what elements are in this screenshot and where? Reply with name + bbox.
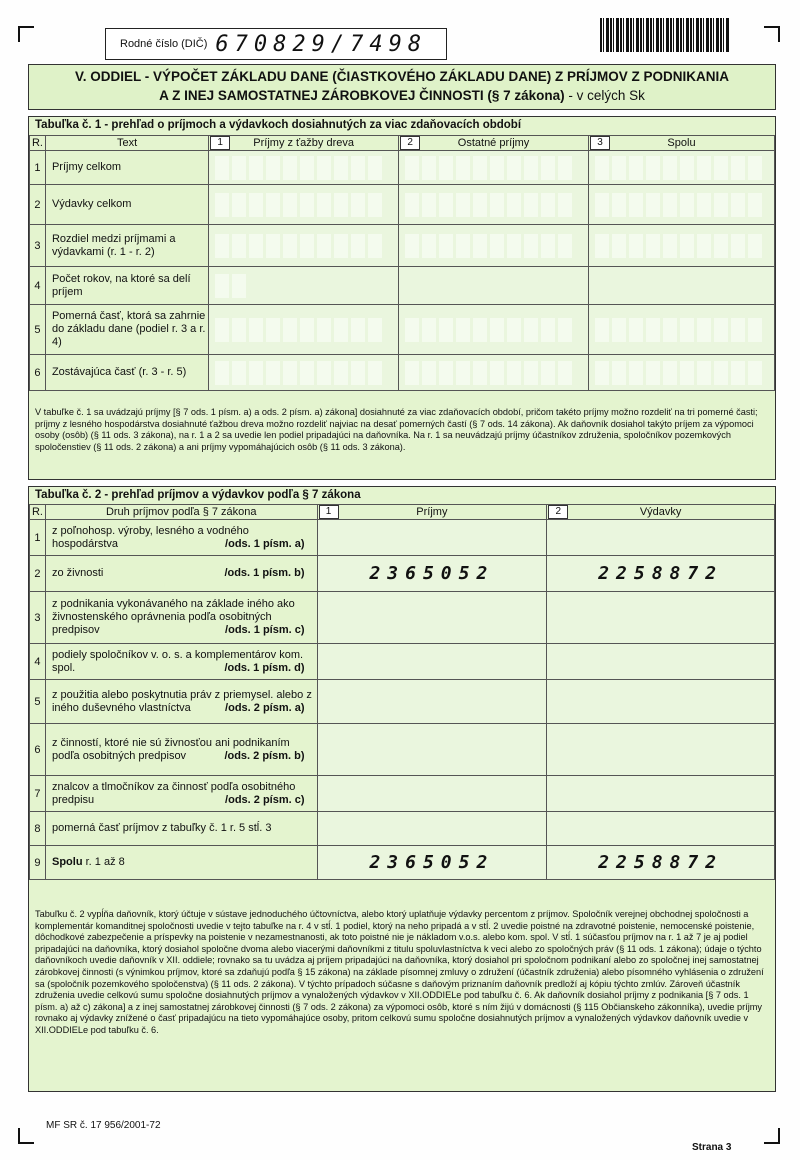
table1-col-2: 2 Ostatné príjmy [399,136,589,151]
input-cell-col1[interactable] [209,185,399,225]
table2-row [30,846,775,880]
section-title-line1: V. ODDIEL - VÝPOČET ZÁKLADU DANE (ČIASTKOVÉHO ZÁKLADU DANE) Z PRÍJMOV Z PODNIKANIA [74,69,730,84]
vydavky-cell[interactable] [547,776,775,812]
input-cell-col1[interactable] [209,305,399,355]
vydavky-cell[interactable]: 2258872 [547,846,775,880]
table1 [29,135,775,391]
table2-col-r: R. [30,505,46,520]
row-text: pomerná časť príjmov z tabuľky č. 1 r. 5 stĺ. 3 [45,812,317,846]
input-cell-col2[interactable] [399,305,589,355]
table2-title: Tabuľka č. 2 - prehľad príjmov a výdavkov podľa § 7 zákona [35,489,361,501]
table1-panel [28,116,776,480]
row-number: 1 [30,520,46,556]
row-text: z poľnohosp. výroby, lesného a vodného hospodárstva /ods. 1 písm. a) [45,520,317,556]
row-text: Rozdiel medzi príjmami a výdavkami (r. 1 - r. 2) [45,225,208,267]
row-number: 5 [30,680,46,724]
input-cell-col3[interactable] [589,355,775,391]
prijmy-cell[interactable] [317,776,547,812]
table2-row [30,644,775,680]
barcode [600,18,730,52]
table1-row [30,355,775,391]
prijmy-cell[interactable] [317,724,547,776]
input-cell-col3[interactable] [589,267,775,305]
row-number: 2 [30,556,46,592]
row-text: z podnikania vykonávaného na základe iného ako živnostenského oprávnenia podľa osobitných predpisov /ods. 1 písm. c) [45,592,317,644]
table1-row [30,151,775,185]
row-ref: /ods. 2 písm. a) [225,701,305,714]
table1-col-3: 3 Spolu [589,136,775,151]
table2-col-2: 2 Výdavky [547,505,775,520]
table2-note: Tabuľku č. 2 vypĺňa daňovník, ktorý účtuje v sústave jednoduchého účtovníctva, alebo ktorý uplatňuje výdavky percentom z príjmov. Spoločník verejnej obchodnej spoločnosti a komplementár komanditnej spoločnosti uvedie v tejto tabuľke na r. 4 v stĺ. 1 podiel, ktorý na neho pripadá a v stĺ. 2 uvedie poistné na zdravotné poistenie, nemocenské poistenie, dôchodkové zabezpečenie a príspevky na poistenie v nezamestnanosti, ak toto poistné nie je nákladom v.o.s. alebo kom. spol. V stĺ. 1 súčasťou príjmov na r. 1 až 7 je aj podiel pripadajúci na daňovníka, ktorý dosiahol spoločne dvoma alebo viacerými daňovníkmi z titulu spoluvlastníctva k veci alebo zo spoločných práv (§ 11 ods. 1 zákona); údaje o týchto daňovníkoch uvedie daňovník v XII. oddiele; rovnako sa tu uvádza aj príjem pripadajúci na daňovníka, ktorý dosiahol pri spoločnom podnikaní alebo zo spoločnej inej samostatnej zárobkovej činnosti (s výnimkou príjmov, ktoré sa zdaňujú podľa § 15 zákona) na základe písomnej zmluvy o združení (účastník združenia) alebo písomného vyhlásenia o združení sa (spoločník pozemkového spoločenstva) (§ 11 ods. 2 zákona). V týchto prípadoch súčasne s daňovým priznaním daňovník predloží aj kópiu týchto zmlúv. Zároveň účastník združenia uvedie celkovú sumu spoločne dosiahnutých príjmov a vynaložených výdavkov v XII.ODDIELe pod tabuľku č. 6. Ak daňovník dosiahol príjmy z podnikania [§ 7 ods. 1 písm. a) až c) zákona] a z inej samostatnej zárobkovej činnosti (§ 7 ods. 2 zákona) za výpomoci osôb, ktoré s ním žijú v domácnosti (§ 115 Občianskeho zákonníka), uvedie príjmy rovnako aj výdavky znížené o časť pripadajúcu na tieto vypomáhajúce osoby, pritom celkovú sumu spoločne dosiahnutých príjmov a vynaložených výdavkov daňovník uvedie v XII.ODDIELe pod tabuľku č. 6. [35,909,764,1035]
row-text: Zostávajúca časť (r. 3 - r. 5) [45,355,208,391]
table1-row [30,225,775,267]
row-ref: /ods. 1 písm. d) [224,661,305,674]
row-number: 7 [30,776,46,812]
table1-note: V tabuľke č. 1 sa uvádzajú príjmy [§ 7 ods. 1 písm. a) a ods. 2 písm. a) zákona] dosiahnuté za viac zdaňovacích období, pričom takéto príjmy možno rozdeliť na tri pomerné časti; príjmy z lesného hospodárstva dosiahnuté ťažbou dreva možno rozdeliť najviac na desať pomerných častí (§ 7 ods. 14 zákona). Ak daňovník dosiahol takýto príjem za výpomoci osoby (osôb) (§ 11 ods. 3 zákona), na r. 1 a 2 sa uvedie len podiel pripadajúci na daňovníka. Na r. 1 sa neuvádzajú príjmy účastníkov združenia, spoločníkov pozemkových spoločenstiev (§ 11 ods. 2 zákona) a ani príjmy vypomáhajúcich osôb (§ 11 ods. 3 zákona). [35,407,758,452]
corner-mark-bottom-right [764,1128,780,1144]
row-ref: /ods. 2 písm. c) [225,793,305,806]
table2-row [30,680,775,724]
table1-col-text: Text [45,136,208,151]
row-text: z činností, ktoré nie sú živnosťou ani podnikaním podľa osobitných predpisov /ods. 2 písm. b) [45,724,317,776]
input-cell-col3[interactable] [589,185,775,225]
corner-mark-bottom-left [18,1128,34,1144]
prijmy-cell[interactable]: 2365052 [317,556,547,592]
row-number: 4 [30,267,46,305]
input-cell-col1[interactable] [209,225,399,267]
row-text: Pomerná časť, ktorá sa zahrnie do základu dane (podiel r. 3 a r. 4) [45,305,208,355]
row-text: Výdavky celkom [45,185,208,225]
row-number: 3 [30,592,46,644]
row-number: 6 [30,355,46,391]
table1-row [30,267,775,305]
row-number: 6 [30,724,46,776]
table1-title: Tabuľka č. 1 - prehľad o príjmoch a výdavkoch dosiahnutých za viac zdaňovacích období [35,119,522,131]
prijmy-cell[interactable]: 2365052 [317,846,547,880]
input-cell-col1[interactable] [209,355,399,391]
row-text: podiely spoločníkov v. o. s. a komplementárov kom. spol. /ods. 1 písm. d) [45,644,317,680]
prijmy-cell[interactable] [317,812,547,846]
row-text: zo živnosti /ods. 1 písm. b) [45,556,317,592]
row-text: znalcov a tlmočníkov za činnosť podľa osobitného predpisu /ods. 2 písm. c) [45,776,317,812]
page-number: Strana 3 [692,1142,732,1153]
row-number: 1 [30,151,46,185]
row-number: 5 [30,305,46,355]
input-cell-col3[interactable] [589,151,775,185]
row-ref: /ods. 1 písm. c) [225,624,305,636]
prijmy-cell[interactable] [317,644,547,680]
row-number: 9 [30,846,46,880]
prijmy-cell[interactable] [317,592,547,644]
table2-panel [28,486,776,1092]
table1-row [30,305,775,355]
row-text: Počet rokov, na ktoré sa delí príjem [45,267,208,305]
section-title [28,64,776,110]
table1-col-r: R. [30,136,46,151]
vydavky-cell[interactable] [547,724,775,776]
corner-mark-top-right [764,26,780,42]
dic-label: Rodné číslo (DIČ) [120,38,208,50]
row-number: 8 [30,812,46,846]
prijmy-cell[interactable] [317,520,547,556]
row-ref: /ods. 2 písm. b) [224,749,305,762]
table2-col-1: 1 Príjmy [317,505,547,520]
row-number: 3 [30,225,46,267]
row-ref: /ods. 1 písm. a) [225,537,305,550]
row-number: 4 [30,644,46,680]
vydavky-cell[interactable] [547,680,775,724]
vydavky-cell[interactable] [547,812,775,846]
table2 [29,504,775,880]
section-title-line2: A Z INEJ SAMOSTATNEJ ZÁROBKOVEJ ČINNOSTI (§ 7 zákona) - v celých Sk [159,88,645,103]
dic-value[interactable]: 670829/7498 [215,31,428,57]
table2-row [30,556,775,592]
corner-mark-top-left [18,26,34,42]
input-cell-col2[interactable] [399,267,589,305]
vydavky-cell[interactable] [547,520,775,556]
vydavky-cell[interactable]: 2258872 [547,556,775,592]
input-cell-col2[interactable] [399,225,589,267]
table2-row [30,520,775,556]
vydavky-cell[interactable] [547,644,775,680]
row-text: Spolu r. 1 až 8 [45,846,317,880]
input-cell-col3[interactable] [589,305,775,355]
form-id: MF SR č. 17 956/2001-72 [46,1120,161,1131]
table2-row [30,592,775,644]
table1-row [30,185,775,225]
dic-box [105,28,447,60]
row-ref: /ods. 1 písm. b) [224,567,305,579]
table2-row [30,724,775,776]
table1-col-1: 1 Príjmy z ťažby dreva [209,136,399,151]
input-cell-col2[interactable] [399,185,589,225]
table2-col-text: Druh príjmov podľa § 7 zákona [45,505,317,520]
table2-row [30,776,775,812]
input-cell-col1[interactable] [209,151,399,185]
input-cell-col1[interactable] [209,267,399,305]
row-number: 2 [30,185,46,225]
row-text: Príjmy celkom [45,151,208,185]
input-cell-col3[interactable] [589,225,775,267]
row-text: z použitia alebo poskytnutia práv z priemysel. alebo z iného duševného vlastníctva /ods. 2 písm. a) [45,680,317,724]
row-ref: r. 1 až 8 [85,856,125,868]
input-cell-col2[interactable] [399,151,589,185]
input-cell-col2[interactable] [399,355,589,391]
vydavky-cell[interactable] [547,592,775,644]
table2-row [30,812,775,846]
prijmy-cell[interactable] [317,680,547,724]
